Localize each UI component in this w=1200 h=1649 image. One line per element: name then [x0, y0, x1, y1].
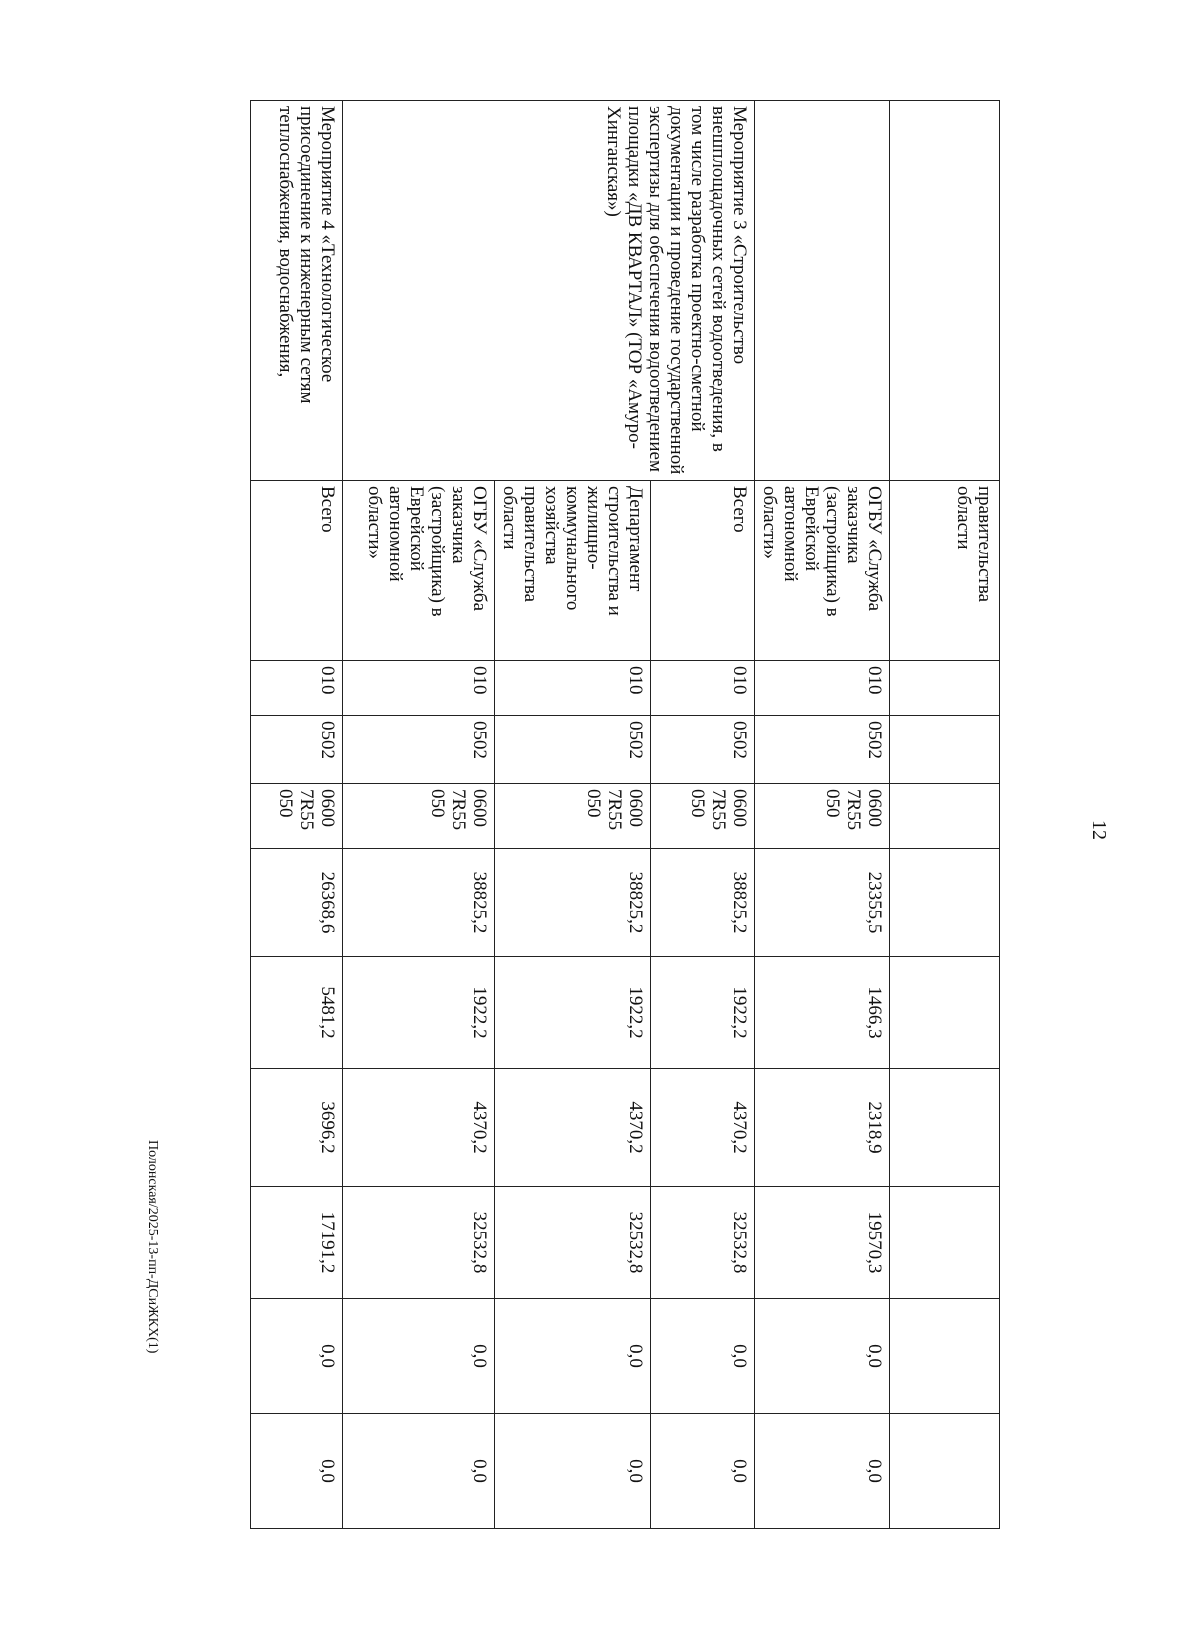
executor-cell: Всего [651, 481, 755, 661]
value-cell: 0,0 [343, 1414, 495, 1529]
code-cell [890, 784, 1000, 849]
code-cell: 0600 7R55 050 [343, 784, 495, 849]
page-number: 12 [1088, 820, 1110, 840]
value-cell: 1922,2 [651, 957, 755, 1069]
value-cell: 0,0 [251, 1414, 343, 1529]
value-cell: 26368,6 [251, 849, 343, 957]
value-cell: 5481,2 [251, 957, 343, 1069]
code-cell: 010 [343, 661, 495, 716]
event-3-cell: Мероприятие 3 «Строительство внешплощадочных сетей водоотведения, в том числе разработка проектно-сметной документации и проведение государственной экспертизы для обеспечения водоотведением площадки «ДВ КВАРТАЛ» (ТОР «Амуро-Хинганская») [343, 101, 755, 481]
value-cell [890, 1069, 1000, 1187]
value-cell: 0,0 [651, 1414, 755, 1529]
executor-cell: ОГБУ «Служба заказчика (застройщика) в Еврейской автономной области» [343, 481, 495, 661]
value-cell: 32532,8 [495, 1187, 651, 1299]
table-row [890, 101, 1000, 1529]
value-cell: 0,0 [755, 1414, 890, 1529]
value-cell: 0,0 [251, 1299, 343, 1414]
budget-table [250, 100, 1000, 1529]
code-cell: 010 [755, 661, 890, 716]
value-cell: 0,0 [755, 1299, 890, 1414]
value-cell: 1922,2 [495, 957, 651, 1069]
value-cell: 38825,2 [495, 849, 651, 957]
value-cell: 0,0 [651, 1299, 755, 1414]
code-cell: 0502 [495, 716, 651, 784]
value-cell: 23355,5 [755, 849, 890, 957]
code-cell: 0502 [755, 716, 890, 784]
code-cell: 0502 [651, 716, 755, 784]
value-cell: 38825,2 [651, 849, 755, 957]
code-cell: 0600 7R55 050 [651, 784, 755, 849]
value-cell: 4370,2 [495, 1069, 651, 1187]
value-cell: 0,0 [343, 1299, 495, 1414]
executor-cell: ОГБУ «Служба заказчика (застройщика) в Еврейской автономной области» [755, 481, 890, 661]
code-cell: 0502 [343, 716, 495, 784]
value-cell: 19570,3 [755, 1187, 890, 1299]
executor-cell: правительства области [890, 481, 1000, 661]
value-cell: 32532,8 [343, 1187, 495, 1299]
document-footer-code: Полонская/2025-13-пп-ДСиЖКХ(1) [145, 1140, 160, 1354]
code-cell: 010 [651, 661, 755, 716]
value-cell: 17191,2 [251, 1187, 343, 1299]
table-row [755, 101, 890, 1529]
value-cell: 4370,2 [343, 1069, 495, 1187]
value-cell: 3696,2 [251, 1069, 343, 1187]
value-cell [890, 1187, 1000, 1299]
value-cell: 0,0 [495, 1299, 651, 1414]
table-row [251, 101, 343, 1529]
rotated-page [140, 100, 1110, 1600]
value-cell [890, 957, 1000, 1069]
code-cell: 0502 [251, 716, 343, 784]
value-cell: 1466,3 [755, 957, 890, 1069]
value-cell: 32532,8 [651, 1187, 755, 1299]
value-cell [890, 1414, 1000, 1529]
executor-cell: Департамент строительства и жилищно-коммунального хозяйства правительства области [495, 481, 651, 661]
table-row [651, 101, 755, 1529]
value-cell [890, 1299, 1000, 1414]
value-cell: 1922,2 [343, 957, 495, 1069]
event-cell [890, 101, 1000, 481]
value-cell: 0,0 [495, 1414, 651, 1529]
executor-cell: Всего [251, 481, 343, 661]
value-cell [890, 849, 1000, 957]
event-cell [755, 101, 890, 481]
code-cell: 0600 7R55 050 [495, 784, 651, 849]
value-cell: 38825,2 [343, 849, 495, 957]
value-cell: 4370,2 [651, 1069, 755, 1187]
value-cell: 2318,9 [755, 1069, 890, 1187]
event-4-cell: Мероприятие 4 «Технологическое присоединение к инженерным сетям теплоснабжения, водоснабжения, [251, 101, 343, 481]
code-cell: 010 [495, 661, 651, 716]
code-cell: 010 [251, 661, 343, 716]
code-cell [890, 716, 1000, 784]
code-cell [890, 661, 1000, 716]
code-cell: 0600 7R55 050 [251, 784, 343, 849]
code-cell: 0600 7R55 050 [755, 784, 890, 849]
